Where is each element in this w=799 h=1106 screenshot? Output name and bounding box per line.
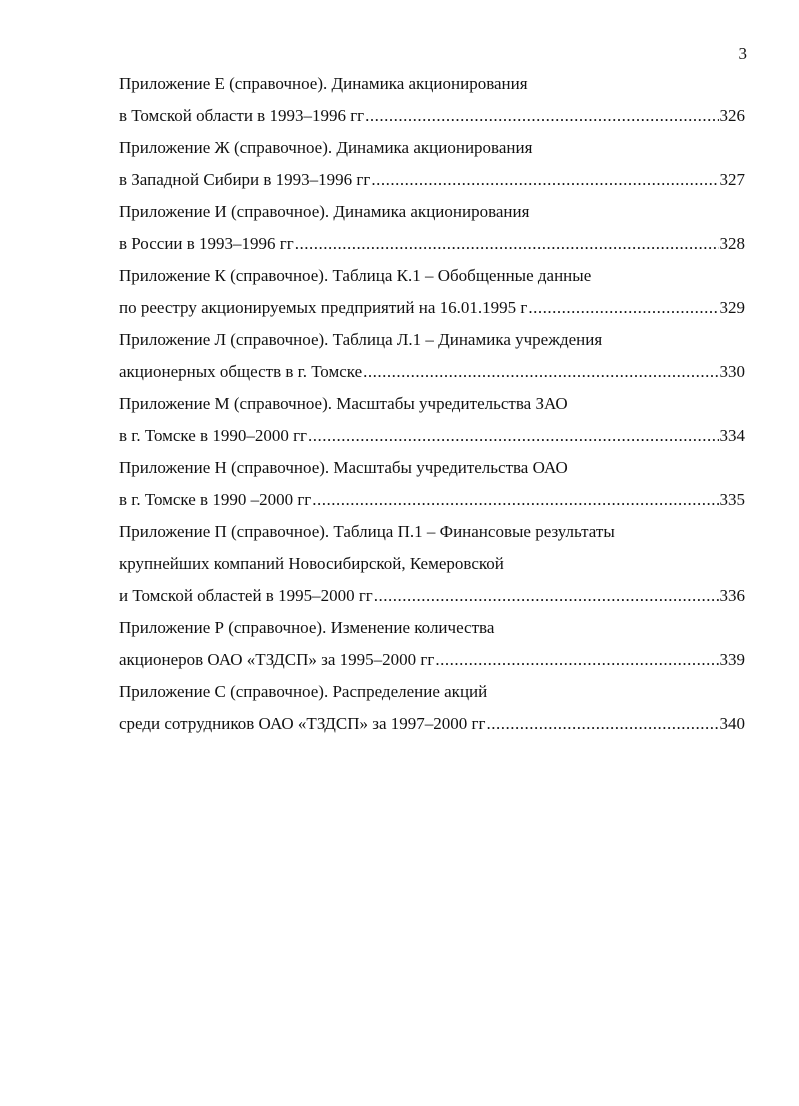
toc-page-ref: 326 [719, 106, 745, 125]
toc-entry-last-line [119, 228, 745, 260]
toc-entry [119, 676, 745, 740]
toc-entry-last-line [119, 164, 745, 196]
toc-page-ref: 327 [719, 170, 745, 189]
toc-entry-last-line [119, 644, 745, 676]
toc-entry [119, 260, 745, 324]
toc-entry-title: Приложение С (справочное). Распределение акций [119, 682, 488, 701]
toc-page-ref: 328 [719, 234, 745, 253]
toc-entry-last-line [119, 580, 745, 612]
toc-entry-title-end: и Томской областей в 1995–2000 гг [119, 586, 373, 605]
toc-entry-last-line [119, 292, 745, 324]
toc-entry-title: Приложение Л (справочное). Таблица Л.1 – Динамика учреждения [119, 330, 603, 349]
toc-entry-title-end: в г. Томске в 1990–2000 гг [119, 426, 308, 445]
toc-entry [119, 516, 745, 612]
toc-entry-title-end: в г. Томске в 1990 –2000 гг [119, 490, 312, 509]
dot-leader [363, 356, 718, 388]
toc-entry [119, 612, 745, 676]
toc-entry-title-end: в России в 1993–1996 гг [119, 234, 294, 253]
page-number: 3 [738, 44, 747, 63]
toc-page-ref: 335 [719, 490, 745, 509]
toc-entry-title: Приложение Ж (справочное). Динамика акционирования [119, 138, 533, 157]
dot-leader [365, 100, 718, 132]
dot-leader [312, 484, 718, 516]
toc-page-ref: 330 [719, 362, 745, 381]
toc-entry-last-line [119, 100, 745, 132]
dot-leader [435, 644, 718, 676]
dot-leader [374, 580, 719, 612]
dot-leader [486, 708, 718, 740]
toc-entry-title: Приложение И (справочное). Динамика акционирования [119, 202, 530, 221]
toc-entry [119, 388, 745, 452]
toc-entry-last-line [119, 708, 745, 740]
toc-entry-title-end: среди сотрудников ОАО «ТЗДСП» за 1997–2000 гг [119, 714, 486, 733]
dot-leader [308, 420, 718, 452]
toc-entry [119, 196, 745, 260]
toc-entry [119, 452, 745, 516]
dot-leader [371, 164, 718, 196]
toc-entry-title-end: в Западной Сибири в 1993–1996 гг [119, 170, 371, 189]
toc-entry-last-line [119, 420, 745, 452]
toc-entry-title: Приложение Е (справочное). Динамика акционирования [119, 74, 528, 93]
toc-entry-title-continued: крупнейших компаний Новосибирской, Кемеровской [119, 554, 504, 573]
toc-page-ref: 329 [719, 298, 745, 317]
toc-entry [119, 68, 745, 132]
dot-leader [295, 228, 719, 260]
toc-entry [119, 132, 745, 196]
toc-entry-title-end: по реестру акционируемых предприятий на 16.01.1995 г [119, 298, 528, 317]
toc-entry-title-end: в Томской области в 1993–1996 гг [119, 106, 365, 125]
toc-page-ref: 339 [719, 650, 745, 669]
toc-entry-title: Приложение М (справочное). Масштабы учредительства ЗАО [119, 394, 568, 413]
toc-page-ref: 334 [719, 426, 745, 445]
toc-entry-title: Приложение Н (справочное). Масштабы учредительства ОАО [119, 458, 568, 477]
toc-entry [119, 324, 745, 388]
toc-entry-last-line [119, 484, 745, 516]
toc-entry-title: Приложение Р (справочное). Изменение количества [119, 618, 495, 637]
toc-entry-last-line [119, 356, 745, 388]
table-of-contents [119, 68, 745, 740]
toc-entry-title-end: акционеров ОАО «ТЗДСП» за 1995–2000 гг [119, 650, 435, 669]
toc-entry-title: Приложение К (справочное). Таблица К.1 – Обобщенные данные [119, 266, 592, 285]
toc-entry-title: Приложение П (справочное). Таблица П.1 – Финансовые результаты [119, 522, 615, 541]
toc-entry-title-end: акционерных обществ в г. Томске [119, 362, 363, 381]
toc-page-ref: 340 [719, 714, 745, 733]
dot-leader [528, 292, 718, 324]
toc-page-ref: 336 [719, 586, 745, 605]
